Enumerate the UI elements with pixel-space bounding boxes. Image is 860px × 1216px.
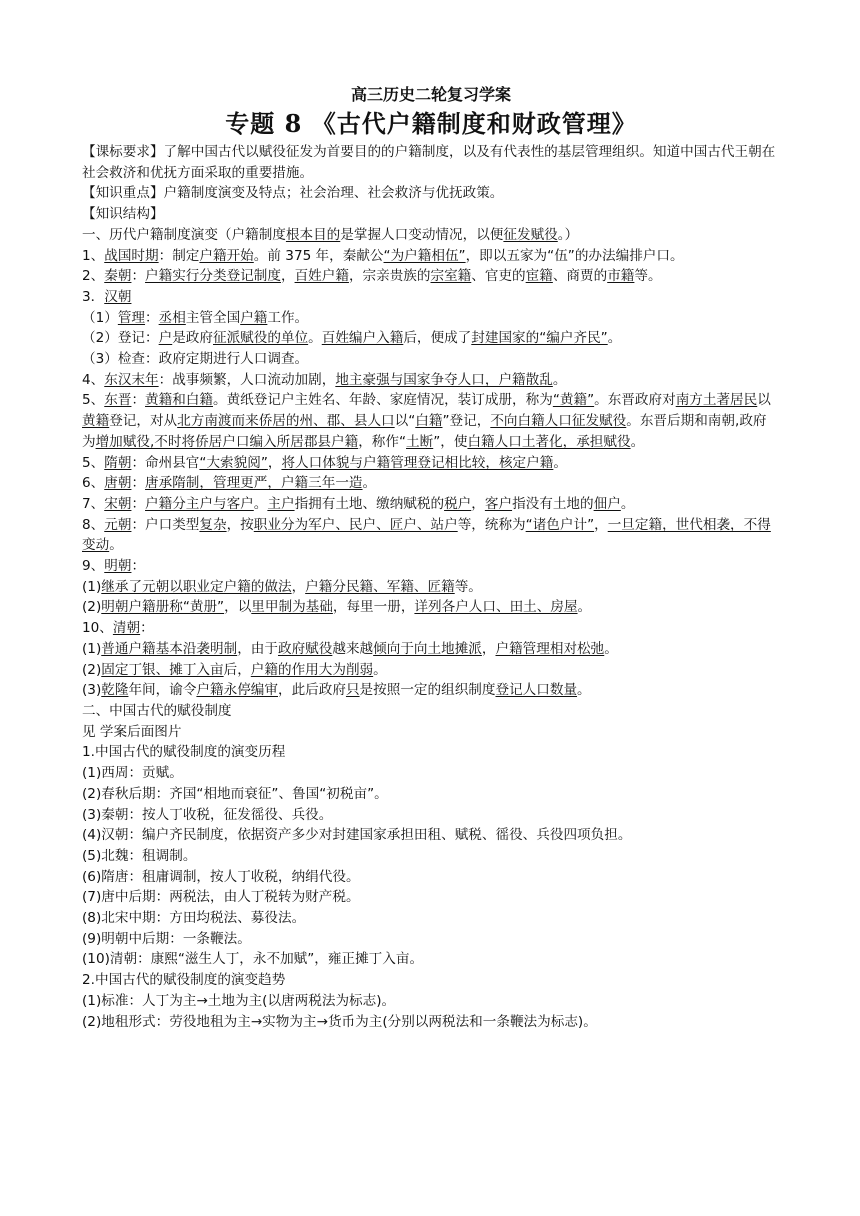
text-segment: 。 xyxy=(253,495,268,512)
text-segment: ，此后政府 xyxy=(277,682,346,699)
text-line xyxy=(82,597,780,618)
text-segment: ，每里一册， xyxy=(332,599,415,616)
text-segment: 。 xyxy=(577,599,592,616)
text-line xyxy=(82,349,780,370)
underlined-text: 宗室籍 xyxy=(430,268,472,285)
underlined-text: 宋朝 xyxy=(104,495,132,512)
text-line xyxy=(82,556,780,577)
text-line xyxy=(82,1012,780,1033)
text-segment: 等，统称为 xyxy=(457,516,526,533)
underlined-text: 秦朝 xyxy=(104,268,132,285)
text-segment: 7、 xyxy=(82,495,105,512)
text-segment: 。前 375 年，秦献公 xyxy=(253,247,384,264)
text-segment: 、官吏的 xyxy=(471,268,526,285)
underlined-text: 汉朝 xyxy=(104,288,132,305)
text-line xyxy=(82,515,780,556)
text-segment: 。 xyxy=(604,640,618,657)
text-segment: 【知识结构】 xyxy=(82,206,164,223)
underlined-text: 登记人口数量 xyxy=(495,682,578,699)
underlined-text: “黄籍” xyxy=(552,392,595,409)
underlined-text: 户籍开始 xyxy=(199,247,254,264)
text-segment: (2)地租形式：劳役地租为主→实物为主→货币为主(分别以两税法和一条鞭法为标志)。 xyxy=(82,1013,597,1030)
text-segment: 等。 xyxy=(454,578,482,595)
text-segment: 。 xyxy=(308,330,322,347)
underlined-text: 里甲制为基础 xyxy=(251,599,333,616)
underlined-text: 管理 xyxy=(117,309,146,326)
text-segment: (2)春秋后期：齐国“相地而衰征”、鲁国“初税亩”。 xyxy=(82,785,388,802)
underlined-text: 战国时期 xyxy=(104,247,159,264)
text-line xyxy=(82,701,780,722)
text-segment: (9)明朝中后期：一条鞭法。 xyxy=(82,930,251,947)
underlined-text: “诸色户计” xyxy=(525,516,595,533)
text-segment: 【课标要求】了解中国古代以赋役征发为首要目的的户籍制度，以及有代表性的基层管理组织。知道中国古代王朝在社会救济和优抚方面采取的重要措施。 xyxy=(82,144,776,181)
text-segment: 后，便成了 xyxy=(403,330,472,347)
underlined-text: 唐承隋制，管理更严，户籍三年一造 xyxy=(145,475,363,492)
text-segment: (10)清朝：康熙“滋生人丁，永不加赋”，雍正摊丁入亩。 xyxy=(82,951,424,968)
text-segment: (1) xyxy=(82,578,102,595)
text-line xyxy=(82,328,780,349)
text-segment: （2）登记： xyxy=(82,330,159,347)
underlined-text: 南方土著居民 xyxy=(675,392,758,409)
text-segment: ： xyxy=(131,495,146,512)
text-line xyxy=(82,742,780,763)
text-segment: ，称作“ xyxy=(358,433,407,450)
text-segment: (2) xyxy=(82,599,102,616)
text-line xyxy=(82,639,780,660)
text-segment: 后， xyxy=(223,661,251,678)
text-line xyxy=(82,494,780,515)
text-segment: 。 xyxy=(553,454,567,471)
text-segment: 2.中国古代的赋役制度的演变趋势 xyxy=(82,972,286,989)
text-segment: 是政府 xyxy=(172,330,213,347)
underlined-text: 宦籍 xyxy=(525,268,553,285)
underlined-text: 唐朝 xyxy=(104,475,132,492)
text-segment: 。 xyxy=(109,537,123,554)
underlined-text: 户籍分主户与客户 xyxy=(145,495,254,512)
text-segment: ”登记， xyxy=(442,413,491,430)
underlined-text: 户籍管理相对松弛 xyxy=(495,640,605,657)
underlined-text: 明朝户籍册称“黄册” xyxy=(101,599,225,616)
text-segment: ，按 xyxy=(226,516,254,533)
text-line xyxy=(82,763,780,784)
text-line xyxy=(82,390,780,452)
underlined-text: 增加赋役,不时将侨居户口编入所居郡县户籍 xyxy=(95,433,359,450)
text-line xyxy=(82,142,780,183)
text-segment: 8、 xyxy=(82,516,105,533)
underlined-text: 北方南渡而来侨居的州、郡、县人口 xyxy=(177,413,395,430)
underlined-text: 乾隆 xyxy=(101,682,129,699)
text-segment: 。） xyxy=(557,226,579,243)
underlined-text: 隋朝 xyxy=(104,454,132,471)
underlined-text: 只 xyxy=(345,682,360,699)
underlined-text: 佃户 xyxy=(593,495,621,512)
text-segment: 5、 xyxy=(82,392,105,409)
text-segment: ：户口类型 xyxy=(131,516,200,533)
underlined-text: 户 xyxy=(158,330,173,347)
text-line xyxy=(82,680,780,701)
underlined-text: 政府赋役 xyxy=(277,640,333,657)
text-segment: 10、 xyxy=(82,620,113,637)
text-segment: 。 xyxy=(373,661,387,678)
text-segment: ， xyxy=(267,454,282,471)
text-segment: ，由于 xyxy=(237,640,278,657)
underlined-text: 根本目的 xyxy=(285,226,341,243)
underlined-text: 客户 xyxy=(484,495,513,512)
underlined-text: 百姓编户入籍 xyxy=(321,330,404,347)
underlined-text: 百姓户籍 xyxy=(294,268,349,285)
text-segment: ： xyxy=(145,309,159,326)
underlined-text: 将人口体貌与户籍管理登记相比较，核定户籍 xyxy=(281,454,554,471)
text-segment: ： xyxy=(131,475,146,492)
text-segment: (7)唐中后期：两税法，由人丁税转为财产税。 xyxy=(82,889,360,906)
underlined-text: 户籍实行分类登记制度 xyxy=(145,268,281,285)
text-segment: ， xyxy=(471,495,485,512)
text-segment: 一、历代户籍制度演变（户籍制度 xyxy=(82,226,286,243)
text-segment: 登记，对从 xyxy=(109,413,178,430)
text-segment: ： xyxy=(140,620,154,637)
text-segment: 。东晋后期和南朝,政府为 xyxy=(82,413,767,450)
text-line xyxy=(82,805,780,826)
text-segment: 2、 xyxy=(82,268,105,285)
text-segment: 指拥有土地、缴纳赋税的 xyxy=(294,495,445,512)
underlined-text: 黄籍 xyxy=(82,413,110,430)
text-line xyxy=(82,887,780,908)
text-line xyxy=(82,308,780,329)
underlined-text: 市籍 xyxy=(607,268,635,285)
text-line xyxy=(82,929,780,950)
document-subtitle: 高三历史二轮复习学案 xyxy=(350,85,511,104)
text-segment: ：命州县官 xyxy=(131,454,200,471)
underlined-text: 详列各户人口、田土、房屋 xyxy=(414,599,578,616)
text-segment: 3． xyxy=(82,288,105,305)
text-segment: 。东晋政府对 xyxy=(594,392,676,409)
text-segment: ： xyxy=(131,558,146,575)
text-segment: (5)北魏：租调制。 xyxy=(82,847,197,864)
underlined-text: “大索貌阅” xyxy=(199,454,268,471)
text-line xyxy=(82,577,780,598)
text-segment: 9、 xyxy=(82,558,105,575)
text-segment: ， xyxy=(291,578,306,595)
text-line xyxy=(82,370,780,391)
text-segment: 主管全国 xyxy=(185,309,241,326)
text-segment: ，以 xyxy=(224,599,252,616)
underlined-text: 封建国家的“编户齐民” xyxy=(471,330,608,347)
text-line xyxy=(82,204,780,225)
text-segment: 。 xyxy=(552,371,567,388)
text-segment: 二、中国古代的赋役制度 xyxy=(82,702,232,719)
text-line xyxy=(82,991,780,1012)
text-segment: 。 xyxy=(620,495,635,512)
text-segment: 1.中国古代的赋役制度的演变历程 xyxy=(82,744,286,761)
text-segment: ： xyxy=(131,392,146,409)
underlined-text: 丞相 xyxy=(158,309,186,326)
underlined-text: 继承了元朝以职业定户籍的做法 xyxy=(101,578,292,595)
text-segment: (1)标准：人丁为主→土地为主(以唐两税法为标志)。 xyxy=(82,992,396,1009)
text-line xyxy=(82,618,780,639)
document-title: 专题 8 《古代户籍制度和财政管理》 xyxy=(225,109,637,138)
underlined-text: 东晋 xyxy=(104,392,132,409)
text-segment: ， xyxy=(280,268,295,285)
text-segment: 。 xyxy=(362,475,377,492)
text-segment: （3）检查：政府定期进行人口调查。 xyxy=(82,351,309,368)
underlined-text: 元朝 xyxy=(104,516,132,533)
text-segment: 。黄纸登记户主姓名、年龄、家庭情况，装订成册，称为 xyxy=(213,392,553,409)
text-segment: 、商贾的 xyxy=(552,268,608,285)
underlined-text: 固定丁银、摊丁入亩 xyxy=(101,661,224,678)
text-segment: ： xyxy=(131,268,146,285)
underlined-text: 职业分为军户、民户、匠户、站户 xyxy=(253,516,458,533)
document-body xyxy=(82,142,780,1032)
text-segment: ”，使 xyxy=(433,433,468,450)
text-segment: (3)秦朝：按人丁收税，征发徭役、兵役。 xyxy=(82,806,333,823)
text-segment: 指没有土地的 xyxy=(512,495,594,512)
underlined-text: 户籍永停编审 xyxy=(196,682,278,699)
underlined-text: 普通户籍基本沿袭明制 xyxy=(101,640,238,657)
text-line xyxy=(82,970,780,991)
underlined-text: 户籍分民籍、军籍、匠籍 xyxy=(305,578,455,595)
text-segment: ，即以五家为“伍”的办法编排户口。 xyxy=(465,247,684,264)
text-line xyxy=(82,908,780,929)
text-segment: 越来越 xyxy=(332,640,374,657)
underlined-text: 明朝 xyxy=(104,558,132,575)
document-page xyxy=(82,84,780,1032)
text-segment: (1) xyxy=(82,640,102,657)
text-line xyxy=(82,183,780,204)
underlined-text: 地主豪强与国家争夺人口，户籍散乱 xyxy=(335,371,553,388)
underlined-text: 主户 xyxy=(267,495,295,512)
underlined-text: 税户 xyxy=(444,495,472,512)
text-segment: 【知识重点】户籍制度演变及特点；社会治理、社会救济与优抚政策。 xyxy=(82,185,504,202)
text-line xyxy=(82,846,780,867)
underlined-text: 黄籍和白籍 xyxy=(145,392,213,409)
text-segment: 以“ xyxy=(394,413,416,430)
underlined-text: 不向白籍人口征发赋役 xyxy=(490,413,627,430)
underlined-text: 白籍人口土著化，承担赋役 xyxy=(467,433,631,450)
text-line xyxy=(82,949,780,970)
text-line xyxy=(82,287,780,308)
text-segment: (2) xyxy=(82,661,102,678)
text-segment: 工作。 xyxy=(267,309,309,326)
underlined-text: 户籍 xyxy=(240,309,268,326)
text-segment: (6)隋唐：租庸调制，按人丁收税，纳绢代役。 xyxy=(82,868,360,885)
text-line xyxy=(82,867,780,888)
text-segment: 以 xyxy=(757,392,771,409)
text-segment: 1、 xyxy=(82,247,105,264)
text-line xyxy=(82,225,780,246)
underlined-text: 东汉末年 xyxy=(104,371,159,388)
text-line xyxy=(82,825,780,846)
underlined-text: 一旦定籍，世代相袭，不得变动 xyxy=(82,516,771,554)
text-segment: 。 xyxy=(607,330,622,347)
text-segment: 。 xyxy=(630,433,645,450)
text-segment: (8)北宋中期：方田均税法、募役法。 xyxy=(82,910,306,927)
underlined-text: 复杂 xyxy=(199,516,227,533)
text-segment: ：制定 xyxy=(158,247,200,264)
text-segment: 年间，谕令 xyxy=(128,682,197,699)
text-segment: (3) xyxy=(82,682,102,699)
text-segment: 。 xyxy=(577,682,591,699)
underlined-text: 白籍 xyxy=(415,413,443,430)
text-segment: 等。 xyxy=(634,268,662,285)
text-line xyxy=(82,473,780,494)
text-line xyxy=(82,784,780,805)
underlined-text: 户籍的作用大为削弱 xyxy=(250,661,374,678)
text-line xyxy=(82,453,780,474)
text-segment: 是掌握人口变动情况，以便 xyxy=(340,226,504,243)
underlined-text: “为户籍相伍” xyxy=(383,247,466,264)
underlined-text: 土断 xyxy=(406,433,434,450)
underlined-text: 倾向于向土地摊派 xyxy=(373,640,482,657)
text-segment: (4)汉朝：编户齐民制度，依据资产多少对封建国家承担田租、赋税、徭役、兵役四项负担。 xyxy=(82,827,632,844)
text-segment: ：战事频繁，人口流动加剧， xyxy=(158,371,336,388)
text-segment: 见 学案后面图片 xyxy=(82,723,182,740)
text-segment: ， xyxy=(594,516,608,533)
text-line xyxy=(82,722,780,743)
underlined-text: 征派赋役的单位 xyxy=(213,330,309,347)
text-segment: 6、 xyxy=(82,475,105,492)
text-segment: ， xyxy=(481,640,496,657)
text-line xyxy=(82,266,780,287)
text-segment: 5、 xyxy=(82,454,105,471)
text-segment: 是按照一定的组织制度 xyxy=(359,682,496,699)
underlined-text: 清朝 xyxy=(112,620,141,637)
text-segment: ，宗亲贵族的 xyxy=(348,268,431,285)
underlined-text: 征发赋役 xyxy=(503,226,558,243)
text-segment: 4、 xyxy=(82,371,105,388)
text-segment: (1)西周：贡赋。 xyxy=(82,765,183,782)
text-line xyxy=(82,246,780,267)
text-line xyxy=(82,660,780,681)
text-segment: （1） xyxy=(82,309,118,326)
